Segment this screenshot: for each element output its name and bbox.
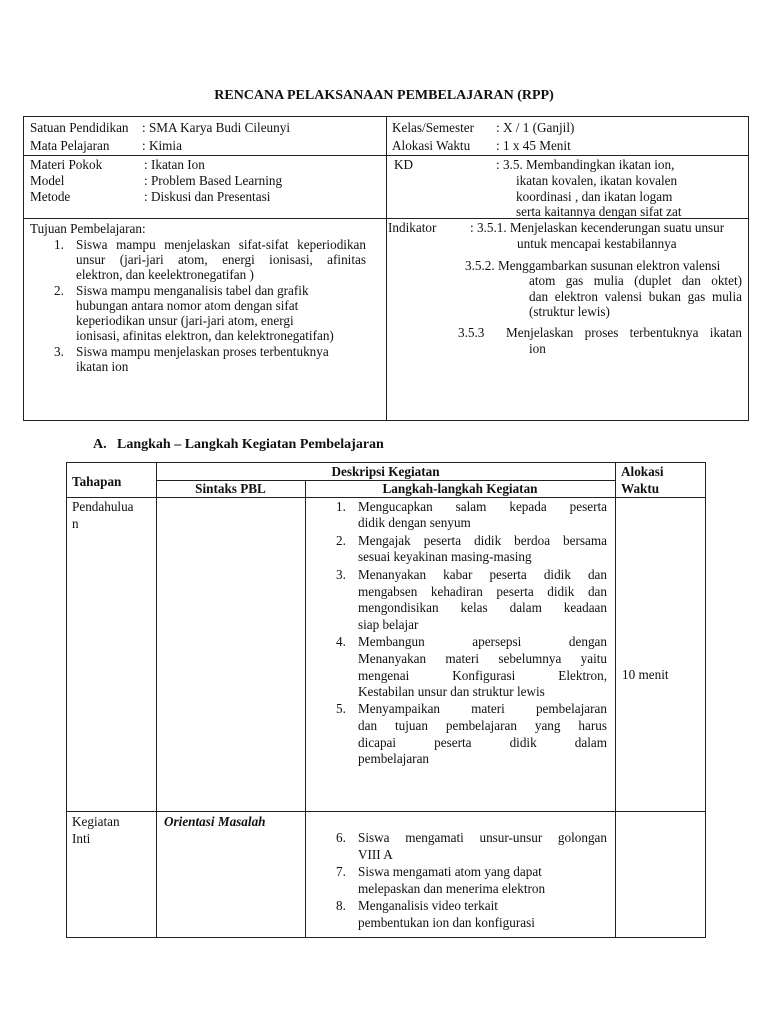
step-num: 3. — [336, 567, 346, 582]
tujuan-heading: Tujuan Pembelajaran: — [30, 221, 146, 236]
step-line: dan tujuan pembelajaran yang harus — [358, 718, 607, 733]
model-label: Model — [30, 173, 65, 188]
metode-value: : Diskusi dan Presentasi — [144, 189, 271, 204]
step-line: Menanyakan kabar peserta didik dan — [358, 567, 607, 582]
step-num: 7. — [336, 864, 346, 879]
header-langkah: Langkah-langkah Kegiatan — [382, 481, 538, 496]
tujuan-num: 2. — [54, 283, 64, 298]
tujuan-line: unsur (jari-jari atom, energi ionisasi, afinitas — [76, 252, 366, 267]
step-line: sesuai keyakinan masing-masing — [358, 549, 532, 564]
tujuan-num: 3. — [54, 344, 64, 359]
metode-label: Metode — [30, 189, 71, 204]
sintaks-orientasi: Orientasi Masalah — [164, 814, 266, 829]
kelas-label: Kelas/Semester — [392, 120, 475, 135]
satuan-label: Satuan Pendidikan — [30, 120, 129, 135]
step-line: siap belajar — [358, 617, 419, 632]
step-line: Mengucapkan salam kepada peserta — [358, 499, 607, 514]
step-line: Siswa mengamati unsur-unsur golongan — [358, 830, 607, 845]
step-num: 4. — [336, 634, 346, 649]
kd-line: : 3.5. Membandingkan ikatan ion, — [496, 157, 675, 172]
step-line: didik dengan senyum — [358, 515, 471, 530]
step-line: Membangun apersepsi dengan — [358, 634, 607, 649]
header-deskripsi: Deskripsi Kegiatan — [331, 464, 440, 479]
step-line: Mengajak peserta didik berdoa bersama — [358, 533, 607, 548]
tahapan-label: Kegiatan — [72, 814, 120, 829]
indikator-2-line: atom gas mulia (duplet dan oktet) — [529, 273, 742, 288]
tujuan-line: Siswa mampu menjelaskan sifat-sifat keperiodikan — [76, 237, 366, 252]
step-num: 5. — [336, 701, 346, 716]
section-title: Langkah – Langkah Kegiatan Pembelajaran — [117, 437, 384, 452]
tahapan-label: Inti — [72, 831, 91, 846]
step-num: 8. — [336, 898, 346, 913]
indikator-2-line: dan elektron valensi bukan gas mulia — [529, 289, 742, 304]
indikator-3-cont: ion — [529, 341, 546, 356]
step-line: mengenai Konfigurasi Elektron, — [358, 668, 607, 683]
kd-line: koordinasi , dan ikatan logam — [516, 189, 673, 204]
col-line — [156, 462, 157, 938]
alokasi-value: : 1 x 45 Menit — [496, 138, 571, 153]
header-alokasi: Waktu — [621, 481, 660, 496]
info-table-divider — [386, 116, 387, 421]
step-line: Siswa mengamati atom yang dapat — [358, 864, 542, 879]
indikator-1: : 3.5.1. Menjelaskan kecenderungan suatu unsur — [470, 220, 725, 235]
indikator-1-cont: untuk mencapai kestabilannya — [517, 236, 677, 251]
kd-line: ikatan kovalen, ikatan kovalen — [516, 173, 678, 188]
header-alokasi: Alokasi — [621, 464, 664, 479]
alokasi-label: Alokasi Waktu — [392, 138, 471, 153]
kelas-value: : X / 1 (Ganjil) — [496, 120, 575, 135]
tujuan-line: ionisasi, afinitas elektron, dan kelektronegatifan) — [76, 328, 334, 343]
row-line — [66, 811, 706, 812]
header-tahapan: Tahapan — [72, 474, 122, 489]
materi-label: Materi Pokok — [30, 157, 103, 172]
step-line: pembelajaran — [358, 751, 430, 766]
step-line: Menanyakan materi sebelumnya yaitu — [358, 651, 607, 666]
page-title: RENCANA PELAKSANAAN PEMBELAJARAN (RPP) — [214, 88, 554, 103]
step-line: dicapai peserta didik dalam — [358, 735, 607, 750]
tujuan-line: Siswa mampu menjelaskan proses terbentuknya — [76, 344, 329, 359]
materi-value: : Ikatan Ion — [144, 157, 205, 172]
indikator-3: Menjelaskan proses terbentuknya ikatan — [506, 325, 742, 340]
step-line: Menyampaikan materi pembelajaran — [358, 701, 607, 716]
step-line: mengabsen kehadiran peserta didik dan — [358, 584, 607, 599]
indikator-3-num: 3.5.3 — [458, 325, 485, 340]
row-line — [66, 497, 706, 498]
tujuan-line: Siswa mampu menganalisis tabel dan grafik — [76, 283, 309, 298]
indikator-label: Indikator — [388, 220, 437, 235]
tahapan-label: n — [72, 516, 79, 531]
satuan-value: : SMA Karya Budi Cileunyi — [142, 120, 290, 135]
step-num: 2. — [336, 533, 346, 548]
step-num: 1. — [336, 499, 346, 514]
step-line: melepaskan dan menerima elektron — [358, 881, 546, 896]
tujuan-line: keperiodikan unsur (jari-jari atom, energi — [76, 313, 294, 328]
tahapan-label: Pendahulua — [72, 499, 134, 514]
model-value: : Problem Based Learning — [144, 173, 283, 188]
step-line: Kestabilan unsur dan struktur lewis — [358, 684, 545, 699]
kd-label: KD — [394, 157, 414, 172]
tujuan-line: ikatan ion — [76, 359, 129, 374]
step-line: pembentukan ion dan konfigurasi — [358, 915, 535, 930]
mapel-label: Mata Pelajaran — [30, 138, 110, 153]
step-line: Menganalisis video terkait — [358, 898, 498, 913]
kd-line: serta kaitannya dengan sifat zat — [516, 204, 682, 219]
tujuan-line: hubungan antara nomor atom dengan sifat — [76, 298, 299, 313]
step-num: 6. — [336, 830, 346, 845]
section-letter: A. — [93, 437, 107, 452]
alokasi-waktu: 10 menit — [622, 667, 669, 682]
col-line — [305, 480, 306, 938]
indikator-2-line: (struktur lewis) — [529, 304, 610, 319]
mapel-value: : Kimia — [142, 138, 182, 153]
indikator-2: 3.5.2. Menggambarkan susunan elektron valensi — [465, 258, 721, 273]
step-line: mengondisikan kelas dalam keadaan — [358, 600, 607, 615]
header-sintaks: Sintaks PBL — [195, 481, 266, 496]
info-row-line-1 — [23, 155, 749, 156]
col-line — [615, 462, 616, 938]
step-line: VIII A — [358, 847, 393, 862]
tujuan-num: 1. — [54, 237, 64, 252]
tujuan-line: elektron, dan keelektronegatifan ) — [76, 267, 254, 282]
